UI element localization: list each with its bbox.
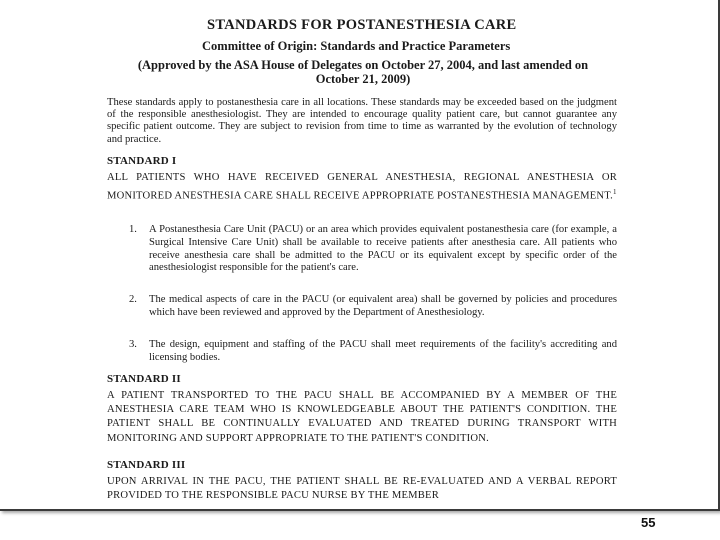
standard-1-statement: ALL PATIENTS WHO HAVE RECEIVED GENERAL ANESTHESIA, REGIONAL ANESTHESIA OR MONITORED ANESTHESIA CARE SHALL RECEIVE APPROPRIATE POSTANESTHESIA MANAGEMENT.: [107, 172, 617, 202]
standard-1-heading: STANDARD I: [107, 155, 177, 167]
document-title: STANDARDS FOR POSTANESTHESIA CARE: [207, 17, 517, 33]
standard-2-text: A PATIENT TRANSPORTED TO THE PACU SHALL BE ACCOMPANIED BY A MEMBER OF THE ANESTHESIA CARE TEAM WHO IS KNOWLEDGEABLE ABOUT THE PATIENT'S CONDITION. THE PATIENT SHALL BE CONTINUALLY EVALUATED AND TREATED DURING TRANSPORT WITH MONITORING AND SUPPORT APPROPRIATE TO THE PATIENT'S CONDITION.: [107, 390, 617, 444]
intro-paragraph: These standards apply to postanesthesia care in all locations. These standards may be exceeded based on the judgment of the responsible anesthesiologist. They are intended to encourage quality patient care, but cannot guarantee any specific patient outcome. They are subject to revision from time to time as warranted by the evolution of technology and practice.: [107, 97, 617, 145]
standard-3-heading: STANDARD III: [107, 459, 186, 471]
standard-1-item-2: The medical aspects of care in the PACU (or equivalent area) shall be governed by policies and procedures which have been reviewed and approved by the Department of Anesthesiology.: [149, 294, 617, 318]
standard-1-text: [107, 171, 617, 204]
standard-1-item-1: A Postanesthesia Care Unit (PACU) or an area which provides equivalent postanesthesia care (for example, a Surgical Intensive Care Unit) shall be available to receive patients after anesthesia care. All patients who receive anesthesia care shall be admitted to the PACU or its equivalent except by specific order of the anesthesiologist responsible for the patient's care.: [149, 224, 617, 274]
approval-note: (Approved by the ASA House of Delegates on October 27, 2004, and last amended on October 21, 2009): [137, 58, 589, 86]
committee-of-origin: Committee of Origin: Standards and Practice Parameters: [202, 39, 511, 53]
item-3-number: 3.: [129, 339, 137, 350]
footnote-mark: 1: [613, 188, 617, 197]
standard-1-item-3: The design, equipment and staffing of the PACU shall meet requirements of the facility's accrediting and licensing bodies.: [149, 339, 617, 363]
slide-page-number: 55: [641, 515, 656, 530]
standard-2-heading: STANDARD II: [107, 373, 181, 385]
standard-3-text: UPON ARRIVAL IN THE PACU, THE PATIENT SHALL BE RE-EVALUATED AND A VERBAL REPORT PROVIDED TO THE RESPONSIBLE PACU NURSE BY THE MEMBER: [107, 476, 617, 502]
item-2-number: 2.: [129, 294, 137, 305]
item-1-number: 1.: [129, 224, 137, 235]
